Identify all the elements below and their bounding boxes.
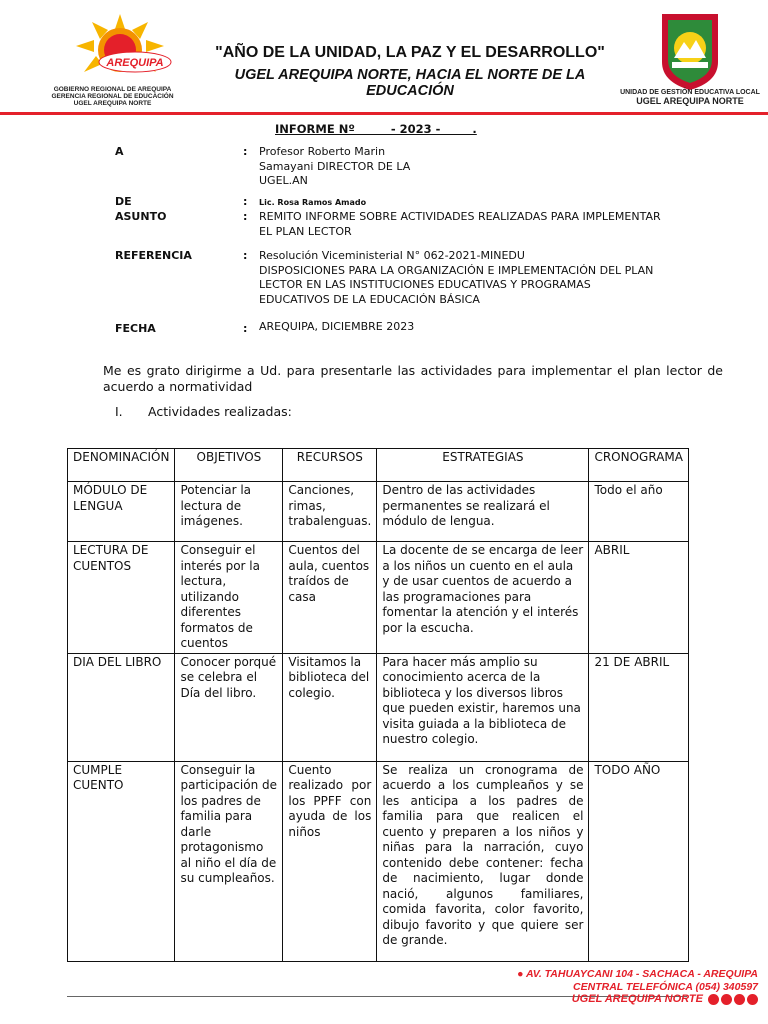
field-colon: : — [243, 145, 248, 158]
field-label-de: DE — [115, 195, 132, 208]
table-header-cell: CRONOGRAMA — [589, 449, 689, 482]
ugel-right-caption: UNIDAD DE GESTIÓN EDUCATIVA LOCAL UGEL AREQUIPA NORTE — [620, 89, 760, 106]
table-cell: LECTURA DE CUENTOS — [68, 542, 175, 654]
activities-table — [67, 448, 689, 962]
table-cell: Dentro de las actividades permanentes se realizará el módulo de lengua. — [377, 482, 589, 542]
table-cell: La docente de se encarga de leer a los niños un cuento en el aula y de usar cuentos de acuerdo a las programaciones para fomentar la atención y el interés por la escucha. — [377, 542, 589, 654]
field-colon: : — [243, 210, 248, 223]
instagram-icon[interactable] — [747, 994, 758, 1005]
table-header-cell: OBJETIVOS — [175, 449, 283, 482]
field-colon: : — [243, 322, 248, 335]
ugel-seal-logo — [640, 10, 740, 92]
table-cell: Se realiza un cronograma de acuerdo a los cumpleaños y se les anticipa a los padres de familia para que realicen el cuento y preparen a los niños y niñas para la narración, cuyo contenido debe contener: fecha de nacimiento, lugar donde nació, algunos familiares, comida favorita, color favorito, dibujo favorito y que quiere ser de grande. — [377, 761, 589, 961]
table-cell: Conseguir el interés por la lectura, utilizando diferentes formatos de cuentos — [175, 542, 283, 654]
field-label-referencia: REFERENCIA — [115, 249, 192, 262]
facebook-icon[interactable] — [734, 994, 745, 1005]
informe-title: INFORME Nº - 2023 - . — [275, 122, 477, 136]
field-value-referencia: Resolución Viceministerial N° 062-2021-MINEDU DISPOSICIONES PARA LA ORGANIZACIÓN E IMPLEMENTACIÓN DEL PLAN LECTOR EN LAS INSTITUCIONES EDUCATIVAS Y PROGRAMAS EDUCATIVOS DE LA EDUCACIÓN BÁSICA — [259, 249, 654, 306]
section-heading: I. Actividades realizadas: — [115, 404, 292, 419]
table-cell: CUMPLE CUENTO — [68, 761, 175, 961]
field-colon: : — [243, 249, 248, 262]
table-row — [68, 542, 689, 654]
header-red-rule — [0, 112, 768, 115]
field-value-a: Profesor Roberto Marin Samayani DIRECTOR DE LA UGEL.AN — [259, 145, 411, 187]
field-value-de: Lic. Rosa Ramos Amado — [259, 198, 367, 207]
intro-paragraph: Me es grato dirigirme a Ud. para presentarle las actividades para implementar el plan lector de acuerdo a normatividad — [103, 363, 723, 394]
field-label-fecha: FECHA — [115, 322, 156, 335]
table-cell: Canciones, rimas, trabalenguas. — [283, 482, 377, 542]
table-cell: ABRIL — [589, 542, 689, 654]
field-value-asunto: REMITO INFORME SOBRE ACTIVIDADES REALIZADAS PARA IMPLEMENTAR EL PLAN LECTOR — [259, 210, 661, 238]
footer-contact: ● AV. TAHUAYCANI 104 - SACHACA - AREQUIPA CENTRAL TELEFÓNICA (054) 340597 UGEL AREQUIPA NORTE — [517, 968, 758, 1005]
table-cell: Cuentos del aula, cuentos traídos de casa — [283, 542, 377, 654]
table-cell: DIA DEL LIBRO — [68, 653, 175, 761]
table-header-cell: RECURSOS — [283, 449, 377, 482]
location-pin-icon: ● — [517, 968, 526, 980]
year-title: "AÑO DE LA UNIDAD, LA PAZ Y EL DESARROLLO" — [215, 44, 605, 61]
table-cell: 21 DE ABRIL — [589, 653, 689, 761]
table-cell: Para hacer más amplio su conocimiento acerca de la biblioteca y los diversos libros que pueden existir, haremos una visita guiada a la biblioteca de nuestro colegio. — [377, 653, 589, 761]
field-colon: : — [243, 195, 248, 208]
table-cell: Visitamos la biblioteca del colegio. — [283, 653, 377, 761]
field-value-fecha: AREQUIPA, DICIEMBRE 2023 — [259, 320, 415, 333]
field-label-a: A — [115, 145, 124, 158]
table-cell: MÓDULO DE LENGUA — [68, 482, 175, 542]
table-row — [68, 761, 689, 961]
gob-regional-lines: GOBIERNO REGIONAL DE AREQUIPA GERENCIA REGIONAL DE EDUCACIÓN UGEL AREQUIPA NORTE — [51, 86, 174, 107]
table-header-cell: DENOMINACIÓN — [68, 449, 175, 482]
table-cell: Conocer porqué se celebra el Día del libro. — [175, 653, 283, 761]
table-row — [68, 482, 689, 542]
web-icon[interactable] — [721, 994, 732, 1005]
table-cell: Potenciar la lectura de imágenes. — [175, 482, 283, 542]
table-cell: Cuento realizado por los PPFF con ayuda de los niños — [283, 761, 377, 961]
table-cell: Conseguir la participación de los padres de familia para darle protagonismo al niño el día de su cumpleaños. — [175, 761, 283, 961]
table-header-cell: ESTRATEGIAS — [377, 449, 589, 482]
svg-text:AREQUIPA: AREQUIPA — [106, 57, 164, 69]
table-cell: TODO AÑO — [589, 761, 689, 961]
youtube-icon[interactable] — [708, 994, 719, 1005]
table-row — [68, 653, 689, 761]
ugel-motto: UGEL AREQUIPA NORTE, HACIA EL NORTE DE LA EDUCACIÓN — [234, 67, 586, 99]
table-header-row — [68, 449, 689, 482]
field-label-asunto: ASUNTO — [115, 210, 167, 223]
table-cell: Todo el año — [589, 482, 689, 542]
